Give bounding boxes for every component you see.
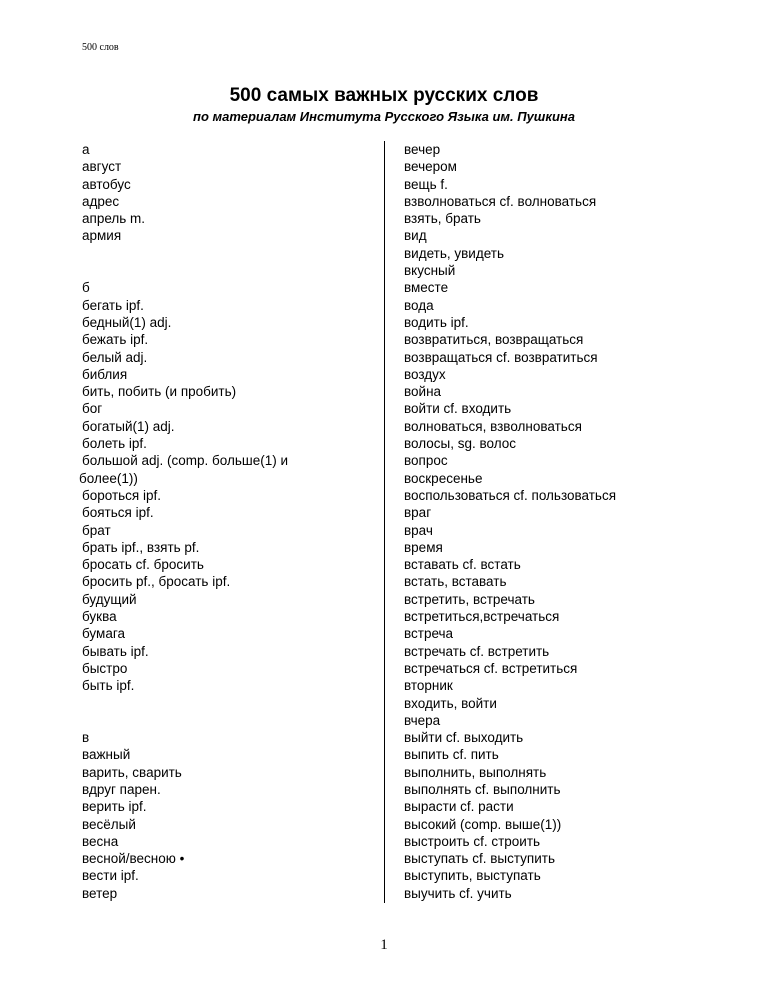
page-number: 1 — [380, 937, 388, 953]
right-word-entry: входить, войти — [404, 695, 497, 711]
left-word-entry: в — [82, 730, 90, 746]
left-word-entry: вдруг парен. — [82, 781, 161, 797]
left-word-entry: б — [82, 280, 90, 296]
left-word-entry: болеть ipf. — [82, 436, 147, 452]
right-word-entry: вставать cf. встать — [404, 557, 521, 573]
left-word-entry: бояться ipf. — [82, 505, 154, 521]
right-word-entry: воскресенье — [404, 470, 483, 486]
right-word-entry: враг — [404, 505, 432, 521]
right-word-entry: война — [404, 384, 442, 400]
left-word-entry: буква — [82, 609, 117, 625]
right-word-entry: выучить cf. учить — [404, 885, 512, 901]
right-word-entry: воспользоваться cf. пользоваться — [404, 487, 617, 503]
right-word-entry: выпить cf. пить — [404, 747, 499, 763]
right-word-entry: вопрос — [404, 453, 448, 469]
right-word-entry: выполнять cf. выполнить — [404, 781, 561, 797]
left-word-entry: большой adj. (comp. больше(1) и — [82, 453, 288, 469]
left-word-entry: быстро — [82, 660, 128, 676]
left-word-entry: армия — [82, 228, 122, 244]
right-word-entry: вырасти cf. расти — [404, 799, 514, 815]
right-word-entry: видеть, увидеть — [404, 245, 504, 261]
right-word-entry: выйти cf. выходить — [404, 730, 524, 746]
left-word-column — [79, 141, 362, 902]
right-word-entry: выполнить, выполнять — [404, 764, 547, 780]
spacer — [82, 262, 362, 279]
left-word-entry: белый adj. — [82, 349, 148, 365]
page-subtitle: по материалам Института Русского Языка им. Пушкина — [193, 109, 575, 124]
right-word-entry: водить ipf. — [404, 314, 469, 330]
right-word-entry: вечер — [404, 142, 441, 157]
right-word-entry: встретить, встречать — [404, 591, 535, 607]
left-word-entry: автобус — [82, 176, 131, 192]
left-word-entry: бумага — [82, 626, 125, 642]
left-word-entry: весёлый — [82, 816, 136, 832]
left-word-entry: ветер — [82, 885, 118, 901]
right-word-entry: воздух — [404, 366, 446, 382]
left-word-entry: бросать cf. бросить — [82, 557, 204, 573]
left-word-entry: адрес — [82, 193, 120, 209]
right-word-entry: врач — [404, 522, 433, 538]
left-word-entry: бороться ipf. — [82, 487, 161, 503]
right-word-entry: вместе — [404, 280, 449, 296]
left-word-entry: брать ipf., взять pf. — [82, 539, 200, 555]
left-word-entry: весной/весною • — [82, 851, 185, 867]
right-word-entry: выстроить cf. строить — [404, 833, 541, 849]
left-word-entry: будущий — [82, 591, 137, 607]
left-word-entry: варить, сварить — [82, 764, 182, 780]
right-word-entry: вторник — [404, 678, 453, 694]
right-word-entry: возвратиться, возвращаться — [404, 332, 584, 348]
left-word-entry: бросить pf., бросать ipf. — [82, 574, 231, 590]
right-word-entry: волосы, sg. волос — [404, 436, 517, 452]
right-word-entry: вид — [404, 228, 427, 244]
left-word-entry: верить ipf. — [82, 799, 147, 815]
right-word-entry: войти cf. входить — [404, 401, 512, 417]
left-word-entry: а — [82, 142, 90, 157]
left-word-entry: бежать ipf. — [82, 332, 149, 348]
right-word-entry: вода — [404, 297, 434, 313]
left-word-entry: вести ipf. — [82, 868, 139, 884]
left-word-entry: богатый(1) adj. — [82, 418, 175, 434]
left-word-entry: бедный(1) adj. — [82, 314, 172, 330]
header-note: 500 слов — [82, 42, 119, 53]
left-word-entry: весна — [82, 833, 119, 849]
page-title: 500 самых важных русских слов — [229, 85, 539, 106]
left-word-entry: библия — [82, 366, 128, 382]
right-word-entry: вечером — [404, 159, 457, 175]
left-word-entry: брат — [82, 522, 111, 538]
right-word-entry: вкусный — [404, 263, 456, 279]
spacer — [82, 712, 362, 729]
left-word-entry: важный — [82, 747, 131, 763]
right-word-entry: взять, брать — [404, 211, 481, 227]
left-word-entry: более(1)) — [79, 470, 138, 486]
right-word-entry: встречать cf. встретить — [404, 643, 550, 659]
right-word-entry: выступить, выступать — [404, 868, 541, 884]
right-word-entry: выступать cf. выступить — [404, 851, 555, 867]
right-word-entry: время — [404, 539, 443, 555]
right-word-entry: вчера — [404, 712, 441, 728]
left-word-entry: бог — [82, 401, 103, 417]
right-word-entry: вещь f. — [404, 176, 448, 192]
right-word-entry: возвращаться cf. возвратиться — [404, 349, 598, 365]
right-word-entry: встречаться cf. встретиться — [404, 660, 578, 676]
right-word-entry: волноваться, взволноваться — [404, 418, 582, 434]
right-word-entry: высокий (comp. выше(1)) — [404, 816, 562, 832]
left-word-entry: апрель m. — [82, 211, 146, 227]
left-word-entry: бегать ipf. — [82, 297, 144, 313]
right-word-entry: взволноваться cf. волноваться — [404, 193, 597, 209]
spacer — [82, 245, 362, 262]
left-word-entry: бывать ipf. — [82, 643, 149, 659]
right-word-entry: встать, вставать — [404, 574, 507, 590]
spacer — [82, 695, 362, 712]
left-word-entry: быть ipf. — [82, 678, 135, 694]
left-word-entry: август — [82, 159, 122, 175]
right-word-column — [404, 141, 704, 902]
left-word-entry: бить, побить (и пробить) — [82, 384, 237, 400]
column-divider — [384, 141, 385, 903]
right-word-entry: встретиться,встречаться — [404, 609, 560, 625]
right-word-entry: встреча — [404, 626, 454, 642]
